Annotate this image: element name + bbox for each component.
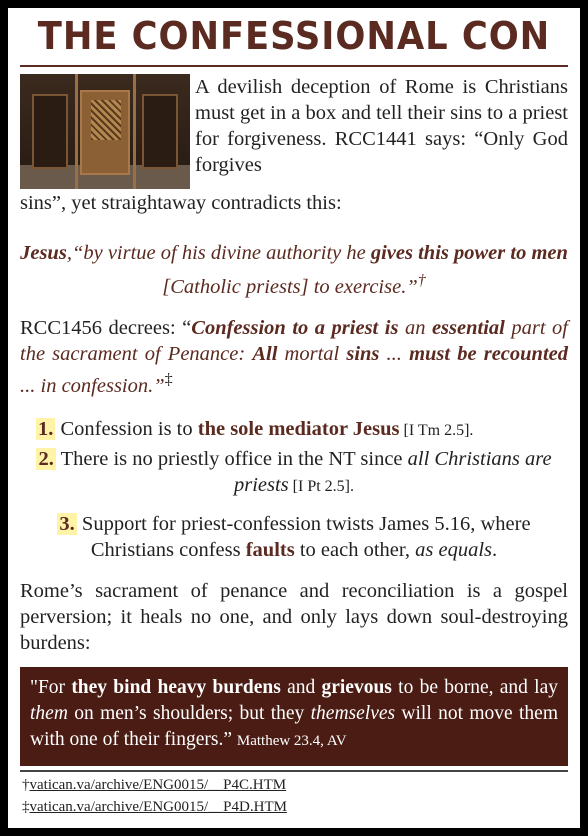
footnote-2[interactable]: ‡vatican.va/archive/ENG0015/__P4D.HTM [22, 799, 287, 815]
point-2: 2. There is no priestly office in the NT since all Christians are priests [I Pt 2.5]. [38, 448, 552, 496]
point-1: 1. Confession is to the sole mediator Jesus [I Tm 2.5]. [38, 418, 474, 440]
page-title: THE CONFESSIONAL CON [37, 14, 551, 58]
rcc1456-paragraph: RCC1456 decrees: “Confession to a priest is an essential part of the sacrament of Penance: All mortal sins ... must be recounted ... in confession.”‡ [20, 317, 568, 397]
tract-card [8, 8, 580, 828]
title-underline [20, 65, 568, 67]
verse-reference: Matthew 23.4, AV [236, 733, 347, 749]
scripture-verse-box: "For they bind heavy burdens and grievous to be borne, and lay them on men’s shoulders; but they themselves will not move them with one of their fingers.” Matthew 23.4, AV [20, 667, 568, 766]
penance-paragraph: Rome’s sacrament of penance and reconciliation is a gospel perversion; it heals no one, and only lays down soul-destroying burdens: [20, 580, 568, 654]
intro-paragraph: A devilish deception of Rome is Christians must get in a box and tell their sins to a priest for forgiveness. RCC1441 says: “Only God forgives [195, 76, 568, 176]
footnote-1[interactable]: †vatican.va/archive/ENG0015/__P4C.HTM [22, 777, 287, 793]
confessional-booth-photo [20, 74, 190, 189]
point-3: 3. Support for priest-confession twists James 5.16, where Christians confess faults to each other, as equals. [59, 513, 531, 561]
jesus-quote: Jesus,“by virtue of his divine authority he gives this power to men [Catholic priests] to exercise.”† [20, 242, 568, 298]
footnote-divider [20, 770, 568, 772]
intro-paragraph-end: sins”, yet straightaway contradicts this: [20, 192, 342, 214]
